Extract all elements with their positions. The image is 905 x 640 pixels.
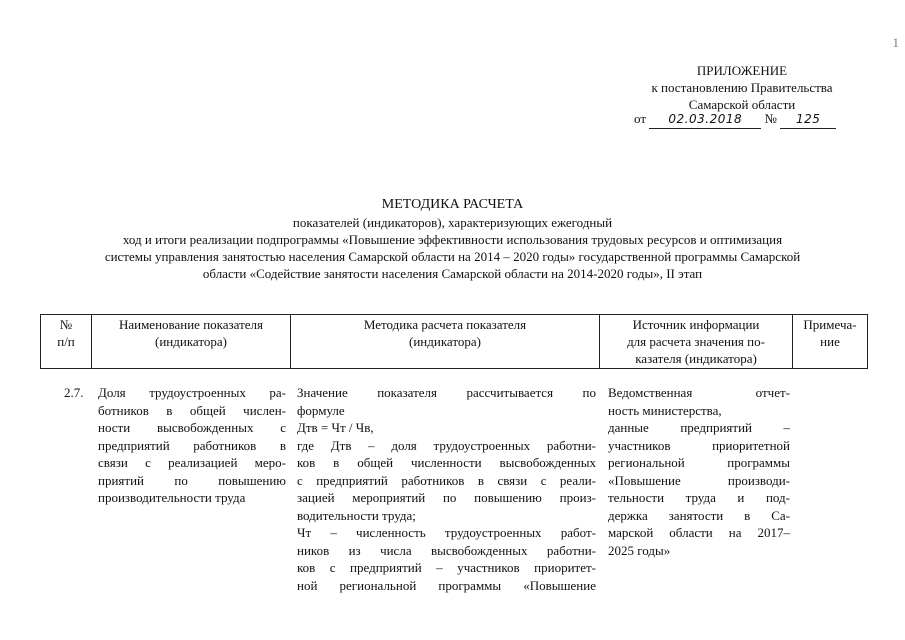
document-title — [0, 196, 905, 282]
handwritten-number: 125 — [780, 111, 836, 129]
information-source: Ведомственная отчет- ность министерства, данные предприятий – участников приоритетной региональной программы «Повышение производи- тельности труда и под- держка занятости в Са- марской области на 2017– 2025 годы» — [608, 385, 790, 558]
number-sign: № — [764, 111, 777, 126]
appendix-line-1: к постановлению Правительства — [651, 80, 833, 95]
handwritten-date: 02.03.2018 — [649, 111, 761, 129]
row-number: 2.7. — [64, 385, 84, 400]
order-reference — [634, 110, 836, 129]
from-label: от — [634, 111, 647, 126]
header-cell-note: Примеча- ние — [793, 315, 868, 369]
header-cell-source: Источник информации для расчета значения по- казателя (индикатора) — [600, 315, 793, 369]
table-header — [40, 314, 868, 369]
appendix-header — [622, 62, 862, 113]
indicator-name: Доля трудоустроенных ра- ботников в общей числен- ности высвобожденных с предприятий работников в связи с реализацией меро- приятий по повышению производительности труда — [98, 385, 286, 505]
header-cell-name: Наименование показателя (индикатора) — [92, 315, 291, 369]
title-main: МЕТОДИКА РАСЧЕТА — [381, 197, 524, 212]
header-cell-number: № п/п — [41, 315, 92, 369]
title-line-1: показателей (индикаторов), характеризующих ежегодный — [292, 215, 613, 230]
title-line-3: системы управления занятостью населения Самарской области на 2014 – 2020 годы» государственной программы Самарской — [104, 249, 801, 264]
header-cell-method: Методика расчета показателя (индикатора) — [291, 315, 600, 369]
calculation-method: Значение показателя рассчитывается по формуле Дтв = Чт / Чв, где Дтв – доля трудоустроенных работни- ков в общей численности высвобожденных с предприятий работников в связи с реали- зацией мероприятий по повышению произ- водительности труда; Чт – численность трудоустроенных работ- ников из числа высвобожденных работни- ков с предприятий – участников приоритет- ной региональной программы «Повышение — [297, 385, 596, 593]
page-corner-mark: 1 — [892, 35, 899, 50]
title-line-2: ход и итоги реализации подпрограммы «Повышение эффективности использования трудовых ресурсов и оптимизация — [122, 232, 783, 247]
formula: Дтв = Чт / Чв, — [297, 420, 374, 435]
title-line-4: области «Содействие занятости населения Самарской области на 2014-2020 годы», II этап — [202, 266, 703, 281]
appendix-title: ПРИЛОЖЕНИЕ — [696, 63, 788, 78]
appendix-line-2: Самарской области — [688, 97, 796, 112]
